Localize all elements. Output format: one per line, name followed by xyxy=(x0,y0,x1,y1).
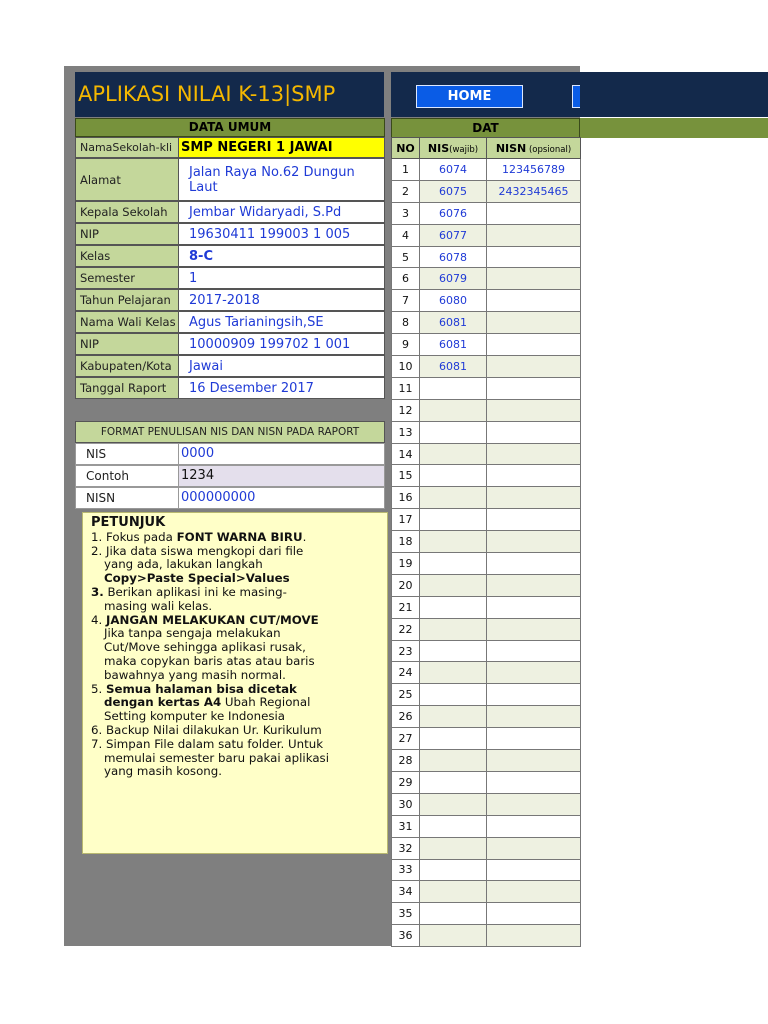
cell-no: 10 xyxy=(392,356,420,378)
cell-no: 6 xyxy=(392,268,420,290)
table-row xyxy=(392,706,581,728)
cell-nis[interactable] xyxy=(420,487,487,509)
data-umum-label: NIP xyxy=(75,223,179,245)
column-header-nis-label: NIS xyxy=(427,141,450,155)
cell-nisn[interactable] xyxy=(487,793,581,815)
format-value-cell[interactable]: 000000000 xyxy=(179,487,385,509)
cell-no: 14 xyxy=(392,443,420,465)
table-row xyxy=(392,837,581,859)
petunjuk-line: Jika tanpa sengaja melakukan xyxy=(104,626,281,641)
cell-nisn[interactable] xyxy=(487,268,581,290)
format-heading: FORMAT PENULISAN NIS DAN NISN PADA RAPORT xyxy=(75,421,385,443)
table-row xyxy=(392,465,581,487)
petunjuk-line xyxy=(91,683,387,697)
cell-nis[interactable] xyxy=(420,684,487,706)
table-row xyxy=(392,684,581,706)
cell-no: 2 xyxy=(392,180,420,202)
petunjuk-line: maka copykan baris atas atau baris xyxy=(104,653,315,668)
table-row xyxy=(392,574,581,596)
data-umum-row xyxy=(75,355,385,377)
cell-nisn[interactable] xyxy=(487,531,581,553)
data-umum-label: Semester xyxy=(75,267,179,289)
cell-nisn[interactable] xyxy=(487,859,581,881)
cell-nis[interactable] xyxy=(420,859,487,881)
petunjuk-line: 7. Simpan File dalam satu folder. Untuk xyxy=(91,736,324,751)
petunjuk-line xyxy=(91,531,387,545)
app-title: APLIKASI NILAI K-13|SMP xyxy=(75,72,384,117)
cell-nis[interactable] xyxy=(420,377,487,399)
data-umum-value-cell[interactable]: Jawai xyxy=(179,355,385,377)
data-umum-label: Alamat xyxy=(75,158,179,201)
table-row xyxy=(392,925,581,947)
cell-nisn[interactable] xyxy=(487,925,581,947)
petunjuk-bold: Copy>Paste Special>Values xyxy=(104,571,290,586)
cell-nis[interactable] xyxy=(420,706,487,728)
data-umum-row xyxy=(75,245,385,267)
cell-nis[interactable]: 6075 xyxy=(420,180,487,202)
nav-button-partial[interactable] xyxy=(572,85,580,108)
format-row xyxy=(75,443,385,465)
cell-nis[interactable]: 6078 xyxy=(420,246,487,268)
petunjuk-line xyxy=(91,572,387,586)
table-row xyxy=(392,815,581,837)
column-header-no: NO xyxy=(392,138,420,159)
table-row xyxy=(392,859,581,881)
cell-nisn[interactable] xyxy=(487,618,581,640)
petunjuk-text: 4. xyxy=(91,612,107,627)
cell-nisn[interactable] xyxy=(487,356,581,378)
cell-no: 7 xyxy=(392,290,420,312)
cell-nis[interactable] xyxy=(420,662,487,684)
data-umum-label: NIP xyxy=(75,333,179,355)
petunjuk-line: yang masih kosong. xyxy=(104,764,223,779)
petunjuk-line: yang ada, lakukan langkah xyxy=(104,557,263,572)
cell-nis[interactable]: 6081 xyxy=(420,356,487,378)
data-umum-row xyxy=(75,158,385,201)
data-umum-label: Kabupaten/Kota xyxy=(75,355,179,377)
table-row xyxy=(392,553,581,575)
cell-nis[interactable] xyxy=(420,421,487,443)
column-header-nisn xyxy=(487,138,581,159)
cell-nisn[interactable] xyxy=(487,312,581,334)
cell-nis[interactable] xyxy=(420,574,487,596)
cell-nis[interactable] xyxy=(420,531,487,553)
cell-nis[interactable] xyxy=(420,837,487,859)
data-umum-value-cell[interactable]: SMP NEGERI 1 JAWAI xyxy=(179,137,385,158)
petunjuk-bold: FONT WARNA BIRU xyxy=(176,529,303,544)
data-umum-value-cell[interactable]: Jembar Widaryadi, S.Pd xyxy=(179,201,385,223)
data-umum-value-cell[interactable]: 1 xyxy=(179,267,385,289)
cell-no: 11 xyxy=(392,377,420,399)
data-umum-value-cell[interactable]: Jalan Raya No.62 Dungun Laut xyxy=(179,158,385,201)
data-umum-label: Nama Wali Kelas xyxy=(75,311,179,333)
cell-nisn[interactable] xyxy=(487,465,581,487)
header-band xyxy=(580,118,768,138)
cell-nisn[interactable] xyxy=(487,487,581,509)
format-label: NISN xyxy=(75,487,179,509)
cell-no: 28 xyxy=(392,750,420,772)
data-umum-heading: DATA UMUM xyxy=(75,118,385,137)
petunjuk-line xyxy=(91,586,387,600)
cell-no: 19 xyxy=(392,553,420,575)
format-value-cell: 1234 xyxy=(179,465,385,487)
cell-nisn[interactable] xyxy=(487,553,581,575)
cell-no: 27 xyxy=(392,728,420,750)
table-row xyxy=(392,903,581,925)
data-umum-label: Tanggal Raport xyxy=(75,377,179,399)
petunjuk-line: memulai semester baru pakai aplikasi xyxy=(104,750,329,765)
cell-nisn[interactable] xyxy=(487,246,581,268)
cell-nis[interactable] xyxy=(420,903,487,925)
cell-nisn[interactable] xyxy=(487,443,581,465)
cell-no: 4 xyxy=(392,224,420,246)
cell-nis[interactable] xyxy=(420,596,487,618)
cell-nis[interactable] xyxy=(420,815,487,837)
petunjuk-line xyxy=(91,614,387,628)
cell-no: 8 xyxy=(392,312,420,334)
data-umum-row xyxy=(75,311,385,333)
table-row xyxy=(392,421,581,443)
cell-no: 5 xyxy=(392,246,420,268)
cell-nisn[interactable] xyxy=(487,728,581,750)
data-umum-row xyxy=(75,333,385,355)
data-umum-label: NamaSekolah-kli xyxy=(75,137,179,158)
column-header-nisn-label: NISN xyxy=(495,141,527,155)
cell-nis[interactable] xyxy=(420,640,487,662)
petunjuk-line: 6. Backup Nilai dilakukan Ur. Kurikulum xyxy=(91,722,322,737)
petunjuk-bold: dengan kertas A4 xyxy=(104,695,222,710)
table-row xyxy=(392,290,581,312)
table-row xyxy=(392,159,581,181)
cell-no: 30 xyxy=(392,793,420,815)
data-umum-value-cell[interactable]: 8-C xyxy=(179,245,385,267)
cell-no: 31 xyxy=(392,815,420,837)
data-umum-row xyxy=(75,201,385,223)
cell-no: 29 xyxy=(392,771,420,793)
cell-no: 36 xyxy=(392,925,420,947)
cell-nisn[interactable] xyxy=(487,815,581,837)
data-umum-row xyxy=(75,223,385,245)
cell-nis[interactable]: 6081 xyxy=(420,312,487,334)
petunjuk-text: 5. xyxy=(91,681,107,696)
cell-no: 34 xyxy=(392,881,420,903)
cell-nis[interactable] xyxy=(420,399,487,421)
cell-no: 1 xyxy=(392,159,420,181)
table-row xyxy=(392,640,581,662)
cell-nis[interactable]: 6080 xyxy=(420,290,487,312)
data-umum-row xyxy=(75,377,385,399)
cell-no: 33 xyxy=(392,859,420,881)
table-row xyxy=(392,771,581,793)
petunjuk-text: Berikan aplikasi ini ke masing- xyxy=(103,584,287,599)
cell-no: 25 xyxy=(392,684,420,706)
petunjuk-title: PETUNJUK xyxy=(91,515,166,530)
table-row xyxy=(392,596,581,618)
cell-nisn[interactable] xyxy=(487,290,581,312)
table-row xyxy=(392,881,581,903)
table-row xyxy=(392,487,581,509)
cell-nisn[interactable] xyxy=(487,706,581,728)
table-row xyxy=(392,728,581,750)
petunjuk-text: Ubah Regional xyxy=(221,695,311,710)
cell-no: 21 xyxy=(392,596,420,618)
table-row xyxy=(392,202,581,224)
cell-nis[interactable]: 6079 xyxy=(420,268,487,290)
table-row xyxy=(392,268,581,290)
cell-nis[interactable] xyxy=(420,465,487,487)
cell-no: 9 xyxy=(392,334,420,356)
petunjuk-bold: JANGAN MELAKUKAN CUT/MOVE xyxy=(106,612,319,627)
cell-nisn[interactable] xyxy=(487,596,581,618)
petunjuk-bold: Semua halaman bisa dicetak xyxy=(106,681,297,696)
table-row xyxy=(392,312,581,334)
cell-no: 20 xyxy=(392,574,420,596)
data-umum-row xyxy=(75,267,385,289)
format-value-cell[interactable]: 0000 xyxy=(179,443,385,465)
cell-nisn[interactable] xyxy=(487,421,581,443)
table-row xyxy=(392,662,581,684)
cell-nis[interactable] xyxy=(420,618,487,640)
table-row xyxy=(392,246,581,268)
cell-nisn[interactable]: 2432345465 xyxy=(487,180,581,202)
cell-nisn[interactable] xyxy=(487,881,581,903)
table-row xyxy=(392,618,581,640)
petunjuk-line: 2. Jika data siswa mengkopi dari file xyxy=(91,543,304,558)
column-header-nis xyxy=(420,138,487,159)
column-header-nis-note: (wajib) xyxy=(449,144,479,155)
cell-nis[interactable] xyxy=(420,509,487,531)
petunjuk-text: 1. Fokus pada xyxy=(91,529,177,544)
petunjuk-line xyxy=(91,696,387,710)
table-row xyxy=(392,377,581,399)
cell-nisn[interactable] xyxy=(487,202,581,224)
format-label: NIS xyxy=(75,443,179,465)
cell-no: 18 xyxy=(392,531,420,553)
format-label: Contoh xyxy=(75,465,179,487)
table-row xyxy=(392,356,581,378)
cell-no: 3 xyxy=(392,202,420,224)
petunjuk-note xyxy=(82,512,388,854)
table-row xyxy=(392,509,581,531)
cell-nisn[interactable] xyxy=(487,662,581,684)
cell-nis[interactable]: 6076 xyxy=(420,202,487,224)
cell-nisn[interactable] xyxy=(487,750,581,772)
data-umum-value-cell[interactable]: 19630411 199003 1 005 xyxy=(179,223,385,245)
cell-no: 15 xyxy=(392,465,420,487)
cell-no: 35 xyxy=(392,903,420,925)
cell-nisn[interactable] xyxy=(487,903,581,925)
petunjuk-line: masing wali kelas. xyxy=(104,598,213,613)
data-umum-label: Tahun Pelajaran xyxy=(75,289,179,311)
cell-nisn[interactable] xyxy=(487,399,581,421)
table-row xyxy=(392,443,581,465)
cell-no: 26 xyxy=(392,706,420,728)
cell-no: 22 xyxy=(392,618,420,640)
cell-nis[interactable] xyxy=(420,793,487,815)
table-row xyxy=(392,793,581,815)
cell-no: 32 xyxy=(392,837,420,859)
cell-no: 17 xyxy=(392,509,420,531)
table-row xyxy=(392,224,581,246)
cell-no: 12 xyxy=(392,399,420,421)
cell-nisn[interactable] xyxy=(487,771,581,793)
student-table xyxy=(391,137,581,947)
cell-nisn[interactable] xyxy=(487,684,581,706)
table-row xyxy=(392,399,581,421)
cell-nis[interactable] xyxy=(420,881,487,903)
data-umum-label: Kelas xyxy=(75,245,179,267)
format-row xyxy=(75,487,385,509)
cell-nis[interactable] xyxy=(420,925,487,947)
cell-nisn[interactable] xyxy=(487,377,581,399)
petunjuk-line: Setting komputer ke Indonesia xyxy=(104,709,286,724)
cell-nis[interactable]: 6074 xyxy=(420,159,487,181)
cell-nis[interactable] xyxy=(420,443,487,465)
cell-no: 23 xyxy=(392,640,420,662)
home-button[interactable]: HOME xyxy=(416,85,523,108)
column-header-nisn-note: (opsional) xyxy=(526,144,572,155)
cell-nisn[interactable] xyxy=(487,224,581,246)
table-row xyxy=(392,531,581,553)
data-umum-value-cell[interactable]: 16 Desember 2017 xyxy=(179,377,385,399)
student-data-heading: DAT xyxy=(391,118,580,138)
cell-no: 13 xyxy=(392,421,420,443)
data-umum-value-cell[interactable]: 2017-2018 xyxy=(179,289,385,311)
petunjuk-line: bawahnya yang masih normal. xyxy=(104,667,286,682)
cell-nis[interactable] xyxy=(420,728,487,750)
cell-nisn[interactable] xyxy=(487,574,581,596)
cell-nisn[interactable] xyxy=(487,334,581,356)
petunjuk-line: Cut/Move sehingga aplikasi rusak, xyxy=(104,640,306,655)
data-umum-label: Kepala Sekolah xyxy=(75,201,179,223)
cell-nis[interactable]: 6081 xyxy=(420,334,487,356)
cell-nis[interactable] xyxy=(420,553,487,575)
table-row xyxy=(392,180,581,202)
data-umum-value-cell[interactable]: Agus Tarianingsih,SE xyxy=(179,311,385,333)
data-umum-row xyxy=(75,289,385,311)
cell-no: 16 xyxy=(392,487,420,509)
table-row xyxy=(392,334,581,356)
cell-nisn[interactable] xyxy=(487,837,581,859)
cell-nisn[interactable] xyxy=(487,640,581,662)
cell-no: 24 xyxy=(392,662,420,684)
cell-nis[interactable] xyxy=(420,771,487,793)
cell-nis[interactable]: 6077 xyxy=(420,224,487,246)
cell-nisn[interactable] xyxy=(487,509,581,531)
cell-nis[interactable] xyxy=(420,750,487,772)
data-umum-value-cell[interactable]: 10000909 199702 1 001 xyxy=(179,333,385,355)
petunjuk-bold: 3. xyxy=(91,584,104,599)
format-row xyxy=(75,465,385,487)
table-row xyxy=(392,750,581,772)
data-umum-row xyxy=(75,137,385,158)
petunjuk-text: . xyxy=(302,529,307,544)
cell-nisn[interactable]: 123456789 xyxy=(487,159,581,181)
